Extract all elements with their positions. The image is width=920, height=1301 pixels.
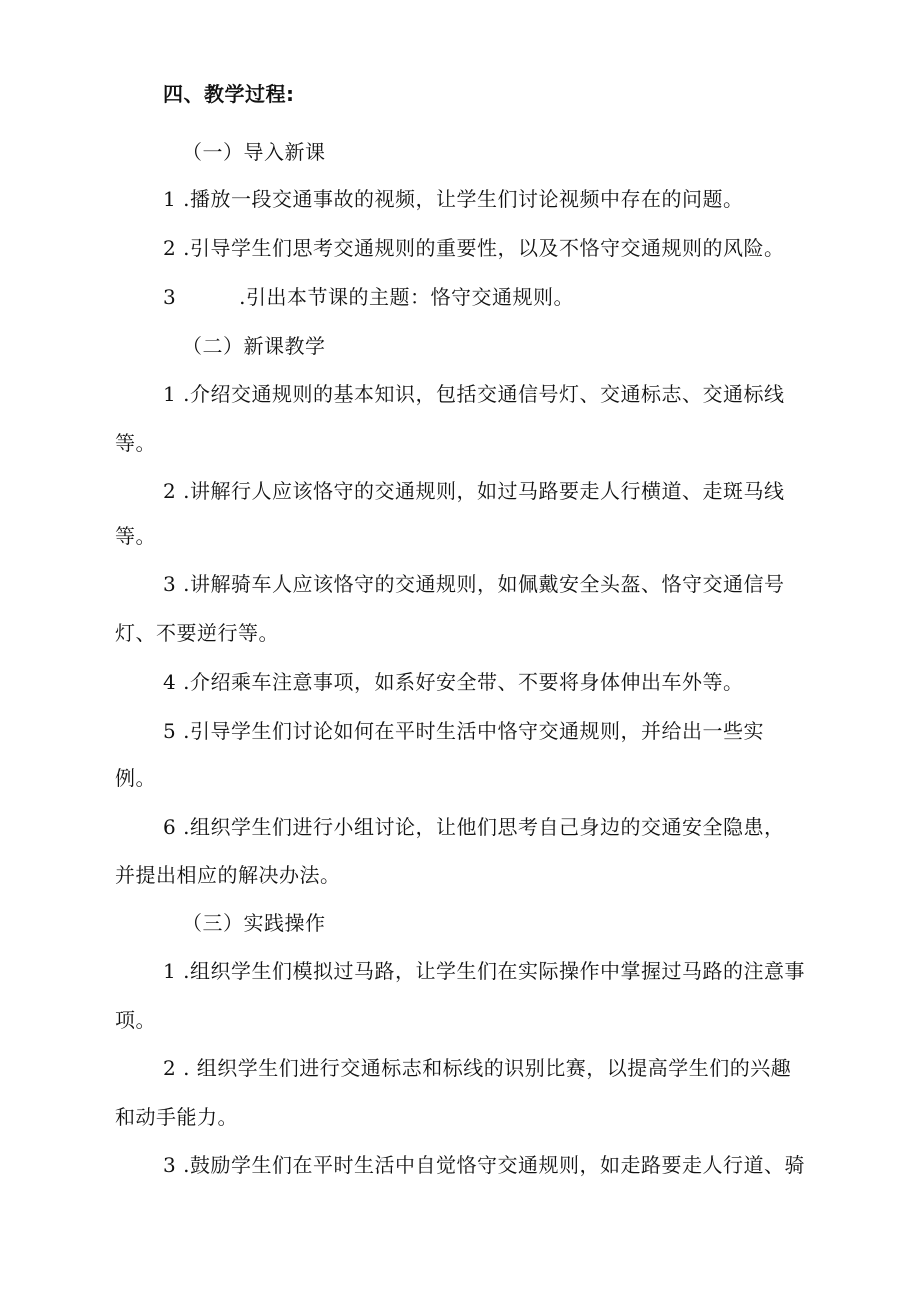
item-number: 1 — [163, 187, 177, 211]
list-item — [163, 959, 805, 983]
item-text: .讲解行人应该恪守的交通规则，如过马路要走人行横道、走斑马线 — [183, 479, 785, 503]
list-item — [163, 479, 784, 503]
item-text: .介绍交通规则的基本知识，包括交通信号灯、交通标志、交通标线 — [183, 382, 785, 406]
list-item — [163, 815, 784, 839]
item-number: 3 — [163, 285, 177, 309]
subsection-title: （三）实践操作 — [182, 911, 326, 935]
item-number: 1 — [163, 382, 177, 406]
list-item — [163, 719, 764, 743]
item-number: 3 — [163, 572, 177, 596]
item-text: .介绍乘车注意事项，如系好安全带、不要将身体伸出车外等。 — [183, 670, 744, 694]
item-continuation: 和动手能力。 — [115, 1105, 238, 1129]
list-item — [163, 1153, 805, 1177]
item-number: 6 — [163, 815, 177, 839]
item-text: .引导学生们思考交通规则的重要性，以及不恪守交通规则的风险。 — [183, 236, 785, 260]
item-number: 2 — [163, 236, 177, 260]
list-item — [163, 187, 743, 211]
item-number: 3 — [163, 1153, 177, 1177]
item-text: .引出本节课的主题：恪守交通规则。 — [239, 285, 574, 309]
item-text: .讲解骑车人应该恪守的交通规则，如佩戴安全头盔、恪守交通信号 — [183, 572, 785, 596]
list-item — [163, 1056, 791, 1080]
list-item — [163, 572, 784, 596]
item-continuation: 并提出相应的解决办法。 — [115, 863, 341, 887]
subsection-title: （二）新课教学 — [182, 334, 326, 358]
list-item — [163, 382, 784, 406]
list-item — [163, 236, 784, 260]
item-continuation: 灯、不要逆行等。 — [115, 621, 279, 645]
item-continuation: 项。 — [115, 1008, 156, 1032]
item-text: .引导学生们讨论如何在平时生活中恪守交通规则，并给出一些实 — [183, 719, 764, 743]
item-text: .组织学生们模拟过马路，让学生们在实际操作中掌握过马路的注意事 — [183, 959, 805, 983]
section-heading: 四、教学过程: — [163, 82, 295, 106]
list-item — [163, 670, 743, 694]
list-item — [163, 285, 574, 309]
item-continuation: 例。 — [115, 766, 156, 790]
item-text: .播放一段交通事故的视频，让学生们讨论视频中存在的问题。 — [183, 187, 744, 211]
item-text: . 组织学生们进行交通标志和标线的识别比赛，以提高学生们的兴趣 — [183, 1056, 792, 1080]
item-text: .组织学生们进行小组讨论，让他们思考自己身边的交通安全隐患， — [183, 815, 785, 839]
item-number: 2 — [163, 479, 177, 503]
subsection-title: （一）导入新课 — [182, 140, 326, 164]
item-number: 2 — [163, 1056, 177, 1080]
item-text: .鼓励学生们在平时生活中自觉恪守交通规则，如走路要走人行道、骑 — [183, 1153, 805, 1177]
item-continuation: 等。 — [115, 431, 156, 455]
item-number: 5 — [163, 719, 177, 743]
item-number: 4 — [163, 670, 177, 694]
item-number: 1 — [163, 959, 177, 983]
item-continuation: 等。 — [115, 524, 156, 548]
